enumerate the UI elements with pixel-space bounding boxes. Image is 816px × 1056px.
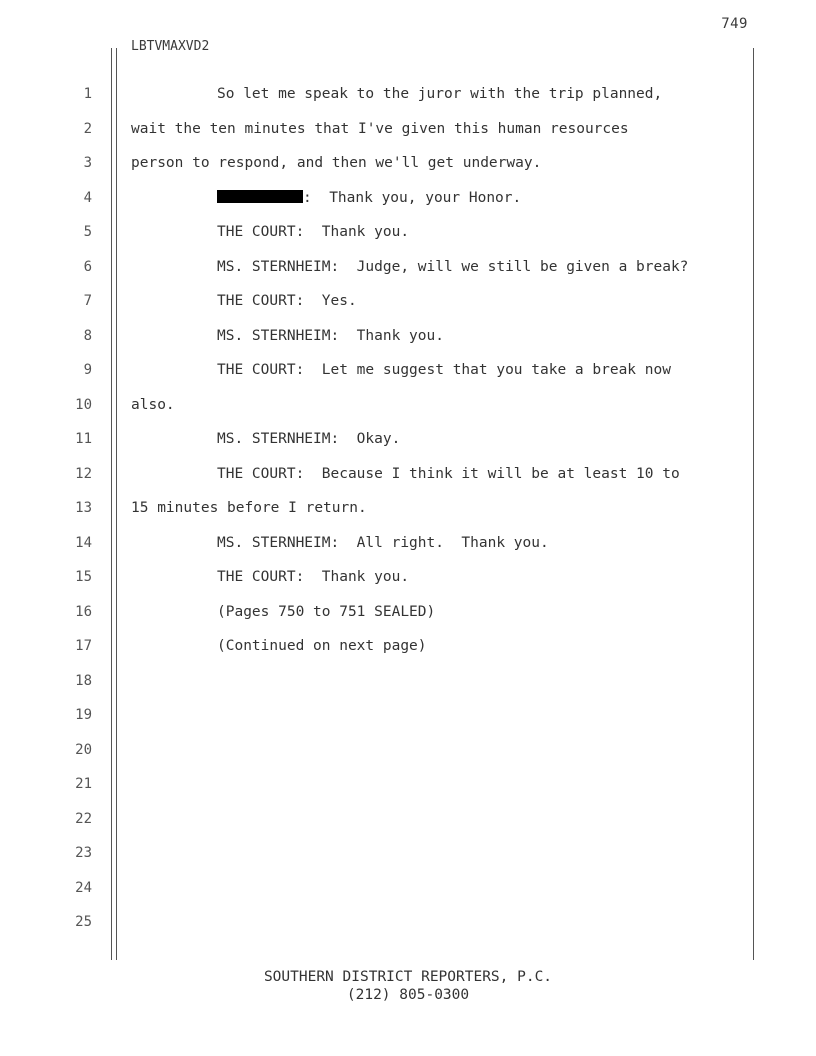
line-number: 11 bbox=[75, 431, 92, 447]
line-text: THE COURT: Because I think it will be at least 10 to bbox=[217, 465, 680, 482]
transcript-line bbox=[0, 629, 816, 664]
transcript-line bbox=[0, 319, 816, 354]
transcript-line bbox=[0, 250, 816, 285]
footer-reporter-name: SOUTHERN DISTRICT REPORTERS, P.C. bbox=[263, 969, 553, 985]
line-number: 1 bbox=[83, 86, 92, 102]
line-number: 9 bbox=[83, 362, 92, 378]
case-id: LBTVMAXVD2 bbox=[131, 39, 210, 54]
transcript-lines bbox=[0, 77, 816, 940]
transcript-line bbox=[0, 664, 816, 699]
line-text: (Pages 750 to 751 SEALED) bbox=[217, 603, 436, 620]
transcript-line bbox=[0, 491, 816, 526]
line-number: 13 bbox=[75, 500, 92, 516]
transcript-line bbox=[0, 77, 816, 112]
line-text: also. bbox=[131, 396, 175, 413]
transcript-line bbox=[0, 802, 816, 837]
line-number: 15 bbox=[75, 569, 92, 585]
transcript-line bbox=[0, 388, 816, 423]
line-number: 22 bbox=[75, 810, 92, 827]
line-number: 10 bbox=[75, 396, 92, 413]
line-text bbox=[217, 190, 521, 206]
transcript-line bbox=[0, 905, 816, 940]
transcript-line bbox=[0, 767, 816, 802]
line-number: 21 bbox=[75, 776, 92, 792]
line-number: 20 bbox=[75, 741, 92, 758]
line-text: MS. STERNHEIM: Okay. bbox=[217, 431, 401, 447]
transcript-line bbox=[0, 457, 816, 492]
footer-phone: (212) 805-0300 bbox=[346, 987, 470, 1003]
transcript-line bbox=[0, 733, 816, 768]
footer bbox=[0, 968, 816, 1004]
line-text: So let me speak to the juror with the trip planned, bbox=[217, 86, 663, 102]
transcript-line bbox=[0, 836, 816, 871]
line-number: 25 bbox=[75, 914, 92, 930]
transcript-line bbox=[0, 284, 816, 319]
line-number: 24 bbox=[75, 879, 92, 896]
transcript-line bbox=[0, 595, 816, 630]
transcript-line bbox=[0, 526, 816, 561]
line-number: 4 bbox=[83, 189, 92, 206]
line-text: THE COURT: Yes. bbox=[217, 293, 357, 309]
line-text: MS. STERNHEIM: Thank you. bbox=[217, 327, 444, 344]
line-text: 15 minutes before I return. bbox=[131, 500, 367, 516]
line-number: 19 bbox=[75, 707, 92, 723]
line-number: 8 bbox=[83, 327, 92, 344]
line-number: 17 bbox=[75, 638, 92, 654]
line-number: 6 bbox=[83, 258, 92, 275]
line-number: 16 bbox=[75, 603, 92, 620]
line-number: 14 bbox=[75, 534, 92, 551]
transcript-line bbox=[0, 698, 816, 733]
line-text: person to respond, and then we'll get underway. bbox=[131, 155, 542, 171]
line-number: 3 bbox=[83, 155, 92, 171]
transcript-line bbox=[0, 215, 816, 250]
transcript-line bbox=[0, 422, 816, 457]
line-text: THE COURT: Thank you. bbox=[217, 224, 410, 240]
transcript-line bbox=[0, 181, 816, 216]
line-number: 2 bbox=[83, 120, 92, 137]
transcript-line bbox=[0, 871, 816, 906]
transcript-line bbox=[0, 353, 816, 388]
line-number: 12 bbox=[75, 465, 92, 482]
line-text: MS. STERNHEIM: Judge, will we still be given a break? bbox=[217, 258, 689, 275]
line-number: 5 bbox=[83, 224, 92, 240]
line-text: MS. STERNHEIM: All right. Thank you. bbox=[217, 534, 549, 551]
line-text: THE COURT: Let me suggest that you take a break now bbox=[217, 362, 671, 378]
redaction-block bbox=[217, 190, 303, 203]
transcript-line bbox=[0, 112, 816, 147]
line-text: (Continued on next page) bbox=[217, 638, 427, 654]
line-number: 18 bbox=[75, 672, 92, 689]
line-text-after-redaction: : Thank you, your Honor. bbox=[303, 189, 522, 206]
line-text: THE COURT: Thank you. bbox=[217, 569, 410, 585]
transcript-line bbox=[0, 146, 816, 181]
line-number: 23 bbox=[75, 845, 92, 861]
line-text: wait the ten minutes that I've given this human resources bbox=[131, 120, 629, 137]
transcript-line bbox=[0, 560, 816, 595]
page-number: 749 bbox=[721, 16, 748, 32]
line-number: 7 bbox=[83, 293, 92, 309]
